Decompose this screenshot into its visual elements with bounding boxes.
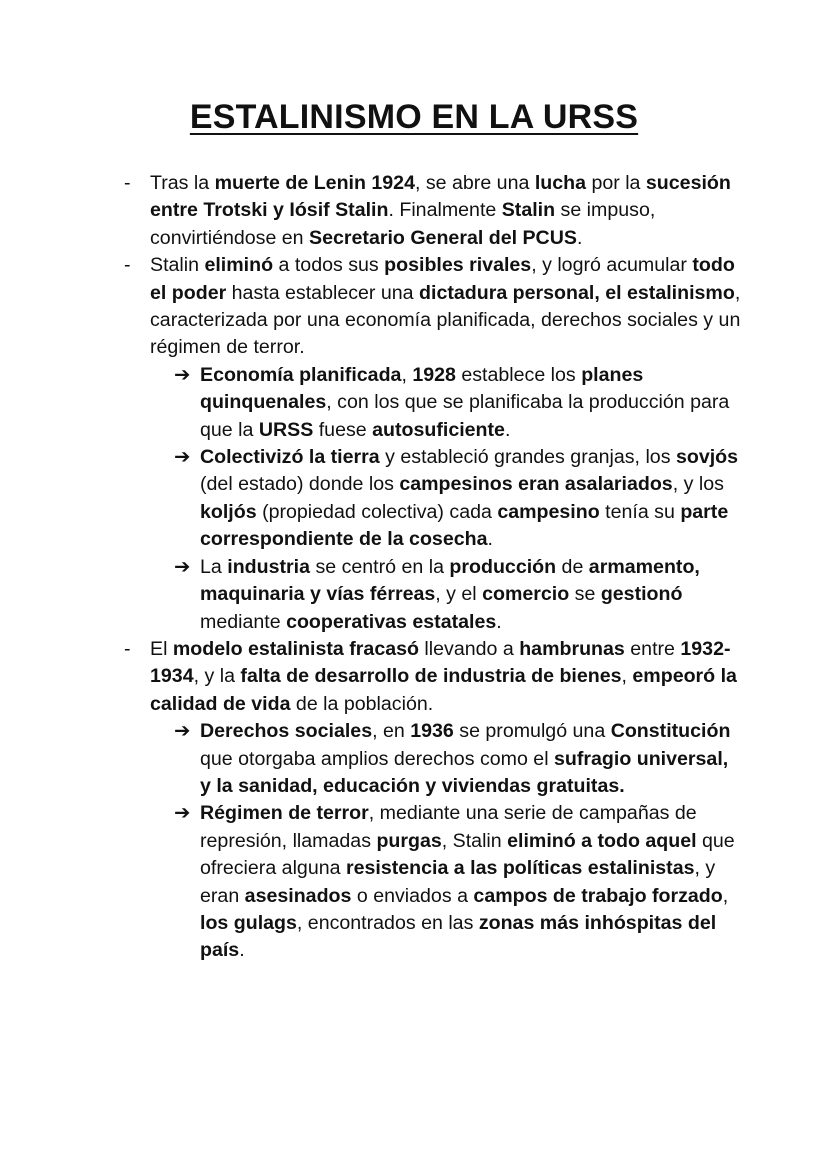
text-segment: . (487, 528, 493, 551)
bold-text-segment: comercio (482, 583, 570, 606)
text-segment: entre (624, 637, 681, 660)
text-segment: , y eran (200, 857, 716, 907)
text-segment: se promulgó una (453, 720, 611, 743)
sub-list-item (122, 718, 742, 800)
bold-text-segment: Colectivizó la tierra (200, 446, 380, 469)
bold-text-segment: eliminó a todo aquel (507, 829, 697, 852)
dash-bullet-icon: - (124, 637, 131, 660)
dash-bullet-icon: - (124, 254, 131, 277)
bold-text-segment: resistencia a las políticas estalinistas (345, 857, 695, 880)
bold-text-segment: asesinados (244, 884, 352, 907)
text-segment: , caracterizada por una economía planificada, derechos sociales y un régimen de terror. (150, 281, 741, 359)
bold-text-segment: modelo estalinista fracasó (172, 637, 419, 660)
bold-text-segment: cooperativas estatales (286, 610, 497, 633)
text-segment: y estableció grandes granjas, los (379, 446, 676, 469)
bold-text-segment: planes quinquenales (200, 363, 644, 414)
document-body (122, 170, 742, 965)
bold-text-segment: lucha (534, 172, 586, 194)
bold-text-segment: parte correspondiente de la cosecha (200, 500, 729, 551)
sub-list-item (122, 800, 742, 964)
text-segment: Stalin (150, 254, 205, 277)
text-segment: o enviados a (351, 884, 474, 907)
bold-text-segment: Stalin (501, 199, 556, 222)
dash-bullet-icon: - (124, 172, 131, 194)
text-segment: llevando a (418, 637, 520, 660)
text-segment: , se abre una (414, 172, 535, 194)
bold-text-segment: hambrunas (519, 637, 625, 660)
text-segment: por la (586, 172, 646, 194)
text-segment: , (401, 363, 413, 386)
text-segment: establece los (455, 363, 582, 386)
page-title: ESTALINISMO EN LA URSS (189, 98, 639, 136)
bold-text-segment: purgas (376, 829, 442, 852)
bold-text-segment: sovjós (675, 446, 739, 469)
text-segment: , (722, 884, 729, 907)
arrow-bullet-icon: ➔ (174, 446, 191, 469)
bold-text-segment: muerte de Lenin 1924 (214, 172, 415, 194)
bold-text-segment: eliminó (204, 254, 274, 277)
bold-text-segment: autosuficiente (372, 418, 505, 441)
bold-text-segment: los gulags (200, 911, 297, 934)
bold-text-segment: Economía planificada (200, 363, 402, 386)
text-segment: de (556, 555, 589, 578)
text-segment: , y logró acumular (531, 254, 693, 277)
bold-text-segment: Derechos sociales (200, 720, 373, 743)
arrow-bullet-icon: ➔ (174, 720, 191, 743)
bold-text-segment: armamento, maquinaria y vías férreas (200, 555, 700, 606)
bullet-list-item (122, 636, 742, 718)
text-segment: fuese (313, 418, 373, 441)
arrow-bullet-icon: ➔ (174, 363, 191, 386)
bold-text-segment: gestionó (600, 583, 683, 606)
sub-list-item (122, 362, 742, 444)
text-segment: tenía su (599, 500, 681, 523)
text-segment: , mediante una serie de campañas de represión, llamadas (200, 802, 697, 852)
text-segment: . (576, 226, 583, 249)
bold-text-segment: Régimen de terror (200, 802, 369, 825)
text-segment: a todos sus (273, 254, 385, 277)
text-segment: , Stalin (441, 829, 508, 852)
text-segment: , y el (435, 583, 483, 606)
text-segment: se centró en la (310, 555, 450, 578)
text-segment: Tras la (150, 172, 215, 194)
text-segment: . (504, 418, 511, 441)
bold-text-segment: sufragio universal, y la sanidad, educación y viviendas gratuitas. (200, 747, 729, 797)
bold-text-segment: URSS (258, 418, 314, 441)
text-segment: El (150, 637, 173, 660)
bold-text-segment: dictadura personal, el estalinismo (419, 281, 735, 304)
bold-text-segment: empeoró la calidad de vida (150, 665, 737, 715)
text-segment: , y la (193, 665, 241, 688)
bold-text-segment: campesinos eran asalariados (399, 473, 673, 496)
text-segment: de la población. (290, 692, 434, 715)
text-segment: , con los que se planificaba la producción para que la (200, 391, 730, 441)
arrow-bullet-icon: ➔ (174, 802, 191, 825)
bold-text-segment: todo el poder (150, 254, 735, 304)
bold-text-segment: campos de trabajo forzado (473, 884, 723, 907)
bold-text-segment: koljós (200, 500, 257, 523)
bold-text-segment: Constitución (610, 720, 731, 743)
text-segment: , encontrados en las (296, 911, 479, 934)
bold-text-segment: sucesión entre Trotski y Iósif Stalin (150, 172, 731, 222)
bold-text-segment: zonas más inhóspitas del país (200, 911, 717, 962)
bold-text-segment: campesino (497, 500, 600, 523)
bold-text-segment: Secretario General del PCUS (309, 226, 577, 249)
text-segment: se (569, 583, 601, 606)
bold-text-segment: falta de desarrollo de industria de bienes (240, 665, 622, 688)
bold-text-segment: 1928 (412, 363, 456, 386)
text-segment: (propiedad colectiva) cada (256, 500, 498, 523)
text-segment: hasta establecer una (226, 281, 420, 304)
arrow-bullet-icon: ➔ (174, 555, 191, 578)
bold-text-segment: posibles rivales (384, 254, 532, 277)
text-segment: que ofreciera alguna (200, 829, 735, 880)
bold-text-segment: industria (227, 555, 310, 578)
text-segment: La (200, 555, 228, 578)
bold-text-segment: producción (449, 555, 557, 578)
text-segment: , y los (672, 473, 724, 496)
bullet-list-item (122, 252, 742, 362)
text-segment: . (496, 610, 502, 633)
text-segment: . Finalmente (388, 199, 502, 222)
sub-list-item (122, 554, 742, 636)
text-segment: , en (372, 720, 411, 743)
text-segment: mediante (200, 610, 287, 633)
text-segment: (del estado) donde los (200, 473, 400, 496)
text-segment: . (239, 939, 245, 962)
bold-text-segment: 1932-1934 (150, 637, 731, 688)
text-segment: se impuso, convirtiéndose en (150, 199, 656, 249)
bold-text-segment: 1936 (410, 720, 454, 743)
text-segment: , (621, 665, 633, 688)
bullet-list-item (122, 170, 742, 252)
sub-list-item (122, 444, 742, 554)
text-segment: que otorgaba amplios derechos como el (200, 747, 554, 770)
